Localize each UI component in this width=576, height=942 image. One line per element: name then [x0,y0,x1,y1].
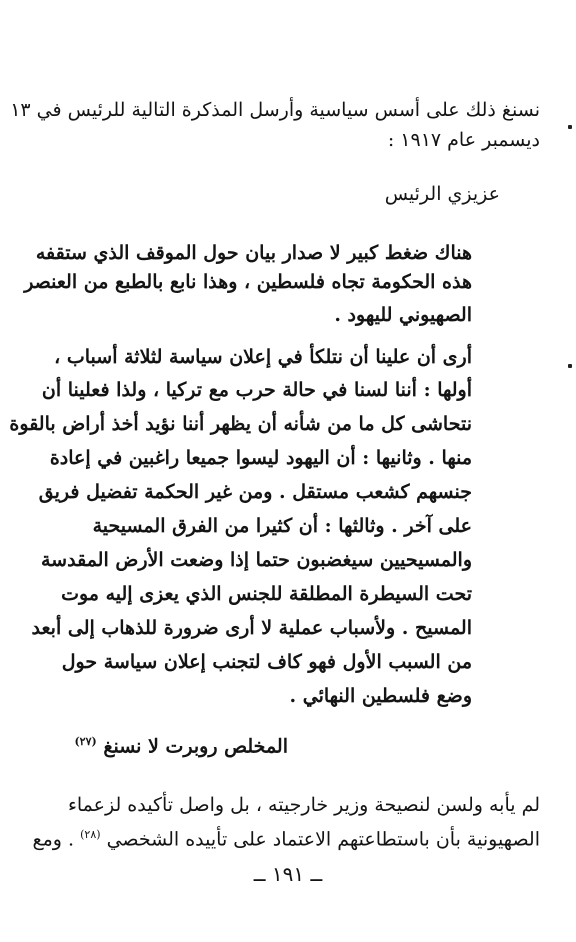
memo-p2-line: منها . وثانيها : أن اليهود ليسوا جميعا راغبين في إعادة [49,447,472,469]
memo-p2-line: والمسيحيين سيغضبون حتما إذا وضعت الأرض المقدسة [41,549,472,571]
memo-p2-line: المسيح . ولأسباب عملية لا أرى ضرورة للذهاب إلى أبعد [31,617,472,639]
signature-text: المخلص روبرت لا نسنغ [103,735,288,758]
footnote-ref: (٢٧) [74,735,97,748]
memo-p2-line: أولها : أننا لسنا في حالة حرب مع تركيا ، ولذا فعلينا أن [41,379,472,401]
closing-line-2-end: . ومع [32,828,75,851]
memo-p2-line: أرى أن علينا أن نتلكأ في إعلان سياسة لثلاثة أسباب ، [54,346,472,368]
intro-line-2: ديسمبر عام ١٩١٧ : [387,129,540,151]
salutation: عزيزي الرئيس [384,183,500,205]
memo-p2-line: جنسهم كشعب مستقل . ومن غير الحكمة تفضيل فريق [38,481,472,503]
memo-p1-line: هناك ضغط كبير لا صدار بيان حول الموقف الذي ستقفه [35,242,472,264]
margin-mark [568,125,572,129]
page-number: ــ ١٩١ ــ [253,862,323,886]
memo-p2-line: تحت السيطرة المطلقة للجنس الذي يعزى إليه موت [61,583,472,605]
memo-p1-line: هذه الحكومة تجاه فلسطين ، وهذا نابع بالطبع من العنصر [24,271,472,293]
closing-line-1: لم يأبه ولسن لنصيحة وزير خارجيته ، بل واصل تأكيده لزعماء [67,794,540,816]
intro-line-1: نسنغ ذلك على أسس سياسية وأرسل المذكرة التالية للرئيس في ١٣ [10,99,540,121]
memo-p2-line: من السبب الأول فهو كاف لتجنب إعلان سياسة حول [61,651,472,673]
signature [74,730,288,758]
memo-p2-line: وضع فلسطين النهائي . [289,685,472,707]
footnote-ref: (٢٨) [80,828,101,841]
closing-line-2 [33,823,540,851]
margin-mark [568,364,572,368]
memo-p2-line: على آخر . وثالثها : أن كثيرا من الفرق المسيحية [92,515,472,537]
memo-p1-line: الصهيوني لليهود . [334,304,472,326]
closing-line-2-text: الصهيونية بأن باستطاعتهم الاعتماد على تأييده الشخصي [106,828,540,851]
memo-p2-line: نتحاشى كل ما من شأنه أن يظهر أننا نؤيد أخذ أراض بالقوة [9,413,472,435]
